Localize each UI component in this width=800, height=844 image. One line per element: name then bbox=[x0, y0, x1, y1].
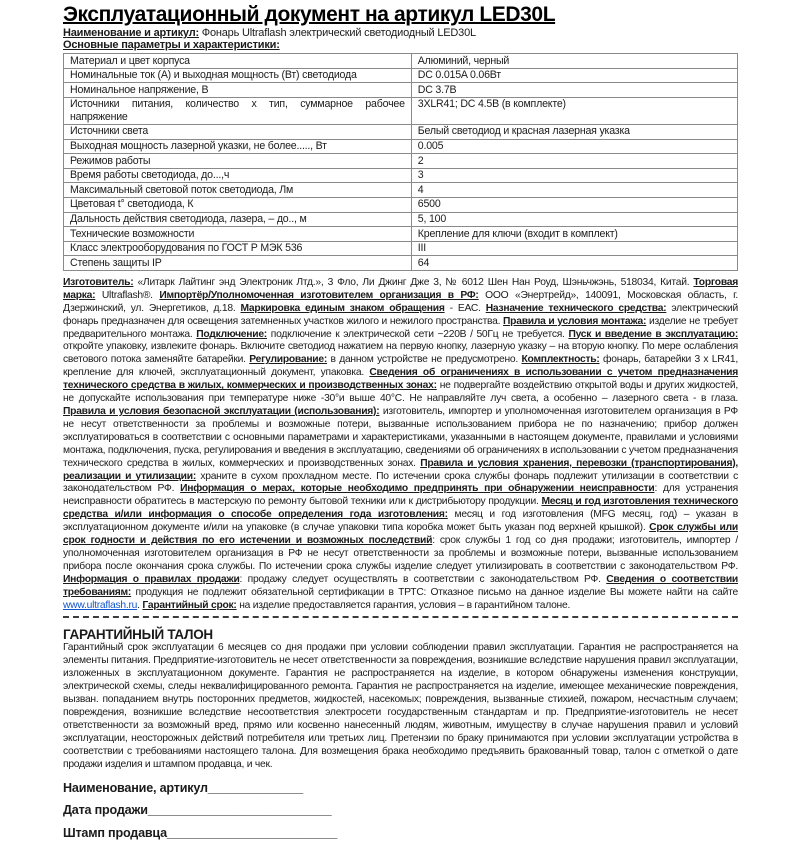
body-text-run: фонарь, батарейки 3 х LR41, крепление для ключей, эксплуатационный документ, упаковка. bbox=[63, 354, 739, 379]
inline-section-header: Торговая марка: bbox=[63, 276, 738, 301]
field-blank-line: ___________________________ bbox=[147, 803, 332, 818]
param-value-cell: 3 bbox=[411, 168, 737, 183]
body-text-run: подключение к электрической сети ~220В / 50Гц не требуется. bbox=[266, 328, 569, 340]
param-row bbox=[64, 83, 738, 98]
body-text-run: Ultraflash®. bbox=[95, 289, 160, 301]
body-text-run: «Литарк Лайтинг энд Электроник Лтд.», 3 Фло, Ли Джинг Дже 3, № 6012 Шен Нан Роуд, Шэньчжэнь, 518034, Китай. bbox=[133, 276, 694, 288]
param-name-cell: Источники питания, количество х тип, суммарное рабочее напряжение bbox=[64, 97, 412, 124]
param-row bbox=[64, 197, 738, 212]
field-label: Наименование, артикул bbox=[63, 780, 208, 795]
parameters-table bbox=[63, 53, 738, 271]
inline-section-header: Правила и условия монтажа: bbox=[503, 315, 647, 327]
name-article-value: Фонарь Ultraflash электрический светодиодный LED30L bbox=[198, 27, 476, 39]
param-name-cell: Время работы светодиода, до...,ч bbox=[64, 168, 412, 183]
field-blank-line: _________________________ bbox=[166, 825, 338, 840]
ultraflash-website-link[interactable]: www.ultraflash.ru bbox=[63, 599, 138, 611]
params-heading-label: Основные параметры и характеристики: bbox=[63, 38, 280, 51]
body-text-run: месяц и год изготовления (MFG месяц, год) – указан в эксплуатационном документе и/или на упаковке (в случае упаковки типа коробка может быть указан под верхней крышкой). bbox=[63, 509, 738, 534]
param-name-cell: Дальность действия светодиода, лазера, – до.., м bbox=[64, 212, 412, 227]
param-name-cell: Выходная мощность лазерной указки, не более....., Вт bbox=[64, 139, 412, 154]
param-value-cell: 2 bbox=[411, 154, 737, 169]
param-row bbox=[64, 124, 738, 139]
fill-field-name-article bbox=[63, 777, 738, 800]
param-value-cell: DC 0.015A 0.06Вт bbox=[411, 68, 737, 83]
param-row bbox=[64, 54, 738, 69]
param-name-cell: Максимальный световой поток светодиода, Лм bbox=[64, 183, 412, 198]
inline-section-header: Информация о мерах, которые необходимо предпринять при обнаружении неисправности bbox=[180, 483, 655, 495]
param-name-cell: Класс электрооборудования по ГОСТ Р МЭК 536 bbox=[64, 241, 412, 256]
param-row bbox=[64, 154, 738, 169]
param-row bbox=[64, 168, 738, 183]
param-value-cell: DC 3.7В bbox=[411, 83, 737, 98]
warranty-heading: ГАРАНТИЙНЫЙ ТАЛОН bbox=[63, 627, 213, 643]
dashed-separator bbox=[63, 616, 738, 618]
inline-section-header: Пуск и введение в эксплуатацию: bbox=[568, 328, 739, 340]
param-row bbox=[64, 256, 738, 271]
body-text-run: ООО «Энертрейд», 140091, Московская область, г. Дзержинский, ул. Энергетиков, д.18. bbox=[63, 289, 738, 314]
body-text-run: электрический фонарь предназначен для освещения затемненных участков жилого и нежилого пространства. bbox=[63, 302, 738, 327]
param-name-cell: Источники света bbox=[64, 124, 412, 139]
param-value-cell: Алюминий, черный bbox=[411, 54, 737, 69]
param-value-cell: 4 bbox=[411, 183, 737, 198]
inline-section-header: Гарантийный срок: bbox=[142, 599, 237, 611]
body-text-run: . bbox=[137, 599, 143, 611]
body-text-run: : продажу следует осуществлять в соответствии с законодательством РФ. bbox=[239, 573, 607, 585]
params-heading-line bbox=[63, 40, 738, 52]
body-text-run: продукция не подлежит обязательной сертификации в ТРТС: Отказное письмо на данное изделие Вы можете найти на сайте bbox=[131, 586, 738, 598]
fill-field-sale-date bbox=[63, 799, 738, 822]
inline-section-header: Изготовитель: bbox=[63, 276, 134, 288]
param-name-cell: Степень защиты IP bbox=[64, 256, 412, 271]
param-value-cell: 6500 bbox=[411, 197, 737, 212]
param-name-cell: Технические возможности bbox=[64, 227, 412, 242]
inline-section-header: Комплектность: bbox=[521, 354, 600, 366]
body-text-run: храните в сухом прохладном месте. По истечении срока службы фонарь подлежит утилизации в соответствии с законодательством РФ. bbox=[63, 470, 738, 495]
inline-section-header: Регулирование: bbox=[249, 354, 328, 366]
body-text-run: : срок службы 1 год со дня продажи; изготовитель, импортер / уполномоченная изготовителем организация в РФ не несут ответственности за проблемы и возможные потери, вызванные использованием прибора после окончания срока службы. По истечении срока службы изделие следует утилизировать в соответствии с законодательством РФ. bbox=[63, 535, 738, 572]
field-label: Штамп продавца bbox=[63, 825, 167, 840]
inline-section-header: Срок службы или срок годности и действия по его истечении и возможных последствий bbox=[63, 522, 739, 547]
param-row bbox=[64, 227, 738, 242]
param-value-cell: 5, 100 bbox=[411, 212, 737, 227]
param-row bbox=[64, 97, 738, 124]
param-value-cell: 64 bbox=[411, 256, 737, 271]
document-title: Эксплуатационный документ на артикул LED30L bbox=[63, 3, 556, 26]
body-text-run: на изделие предоставляется гарантия, условия – в гарантийном талоне. bbox=[236, 599, 571, 611]
inline-section-header: Правила и условия хранения, перевозки (транспортирования), реализации и утилизации: bbox=[63, 457, 738, 482]
param-value-cell: 0.005 bbox=[411, 139, 737, 154]
product-info-paragraph bbox=[63, 277, 738, 613]
body-text-run: изделие не требует предварительного монтажа. bbox=[63, 315, 738, 340]
param-row bbox=[64, 183, 738, 198]
inline-section-header: Сведения о соответствии требованиям: bbox=[63, 573, 738, 598]
warranty-paragraph: Гарантийный срок эксплуатации 6 месяцев со дня продажи при условии соблюдении правил эксплуатации. Гарантия не распространяется на элементы питания. Предприятие-изготовитель не несет ответственности за повреждения, возникшие вследствие нарушения правил эксплуатации, изложенных в эксплуатационном документе. Гарантия не распространяется на изделие, в котором обнаружены изменения конструкции, электрической схемы, следы неквалифицированного ремонта. Гарантия не распространяется на изделие, имеющее механические повреждения, вызван. попаданием внутрь посторонних предметов, жидкостей, насекомых; повреждения, вызванные стихией, пожаром, несчастным случаем; повреждения, возникшие вследствие несоответствия электросети государственным стандартам и пр. Предприятие-изготовитель не несет ответственности за возможный вред, прямо или косвенно нанесенный людям, животным, имуществу в случае нарушения правил и условий эксплуатации, неосторожных действий потребителя или третьих лиц. Претензии по браку принимаются при условии эксплуатации устройства в соответствии с требованиями настоящего талона. Для возмещения брака необходимо предъявить бракованный товар, талон с отметкой о дате продажи изделия и штампом продавца, и чек. bbox=[63, 642, 738, 770]
inline-section-header: Информация о правилах продажи bbox=[63, 573, 240, 585]
body-text-run: : для устранения неисправности обратитесь в мастерскую по ремонту бытовой техники или к дистрибьютору продукции. bbox=[63, 483, 738, 508]
inline-section-header: Маркировка единым знаком обращения bbox=[240, 302, 445, 314]
fill-field-seller-stamp bbox=[63, 822, 738, 844]
param-name-cell: Материал и цвет корпуса bbox=[64, 54, 412, 69]
param-name-cell: Номинальное напряжение, В bbox=[64, 83, 412, 98]
inline-section-header: Импортёр/Уполномоченная изготовителем организация в РФ: bbox=[159, 289, 479, 301]
body-text-run: в данном устройстве не предусмотрено. bbox=[327, 354, 522, 366]
param-row bbox=[64, 241, 738, 256]
param-row bbox=[64, 139, 738, 154]
inline-section-header: Правила и условия безопасной эксплуатации (использования): bbox=[63, 405, 380, 417]
body-text-run: откройте упаковку, извлеките фонарь. Включите светодиод нажатием на первую кнопку, лазерную указку – на вторую кнопку. По мере ослабления светового потока заменяйте батарейки. bbox=[63, 341, 738, 366]
field-blank-line: ______________ bbox=[207, 780, 304, 795]
param-name-cell: Режимов работы bbox=[64, 154, 412, 169]
param-name-cell: Цветовая t° светодиода, К bbox=[64, 197, 412, 212]
param-row bbox=[64, 68, 738, 83]
body-text-run: изготовитель, импортер и уполномоченная изготовителем организация в РФ не несут ответственности за проблемы и возможные потери, вызванные использованием прибора не по назначению; прибор должен эксплуатироваться в соответствии с основными параметрами и характеристиками, указанными в настоящем документе, правилами и условиями монтажа, подключения, пуска, регулирования и введения в эксплуатацию, сведениями об ограничениях в использовании с учетом предназначения технического средства в жилых, коммерческих и производственных зонах. bbox=[63, 405, 738, 469]
inline-section-header: Назначение технического средства: bbox=[485, 302, 667, 314]
inline-section-header: Месяц и год изготовления технического средства и/или информация о способе определения года изготовления: bbox=[63, 496, 738, 521]
field-label: Дата продажи bbox=[63, 803, 148, 818]
param-value-cell: III bbox=[411, 241, 737, 256]
warranty-fill-fields bbox=[63, 777, 738, 844]
name-article-label: Наименование и артикул: bbox=[63, 27, 199, 39]
param-value-cell: Крепление для ключи (входит в комплект) bbox=[411, 227, 737, 242]
param-value-cell: 3XLR41; DC 4.5В (в комплекте) bbox=[411, 97, 737, 124]
inline-section-header: Подключение: bbox=[196, 328, 267, 340]
param-value-cell: Белый светодиод и красная лазерная указка bbox=[411, 124, 737, 139]
parameters-table-body bbox=[64, 54, 738, 271]
inline-section-header: Сведения об ограничениях в использовании с учетом предназначения технического средства в жилых, коммерческих и производственных зонах: bbox=[63, 367, 739, 392]
body-text-run: не подвергайте воздействию открытой воды и других жидкостей, не допускайте использования при температуре ниже -30°и выше 40°С. Не направляйте луч света, а особенно – лазерного света - в глаза. bbox=[63, 380, 738, 405]
body-text-run: - ЕАС. bbox=[444, 302, 486, 314]
param-row bbox=[64, 212, 738, 227]
param-name-cell: Номинальные ток (А) и выходная мощность (Вт) светодиода bbox=[64, 68, 412, 83]
